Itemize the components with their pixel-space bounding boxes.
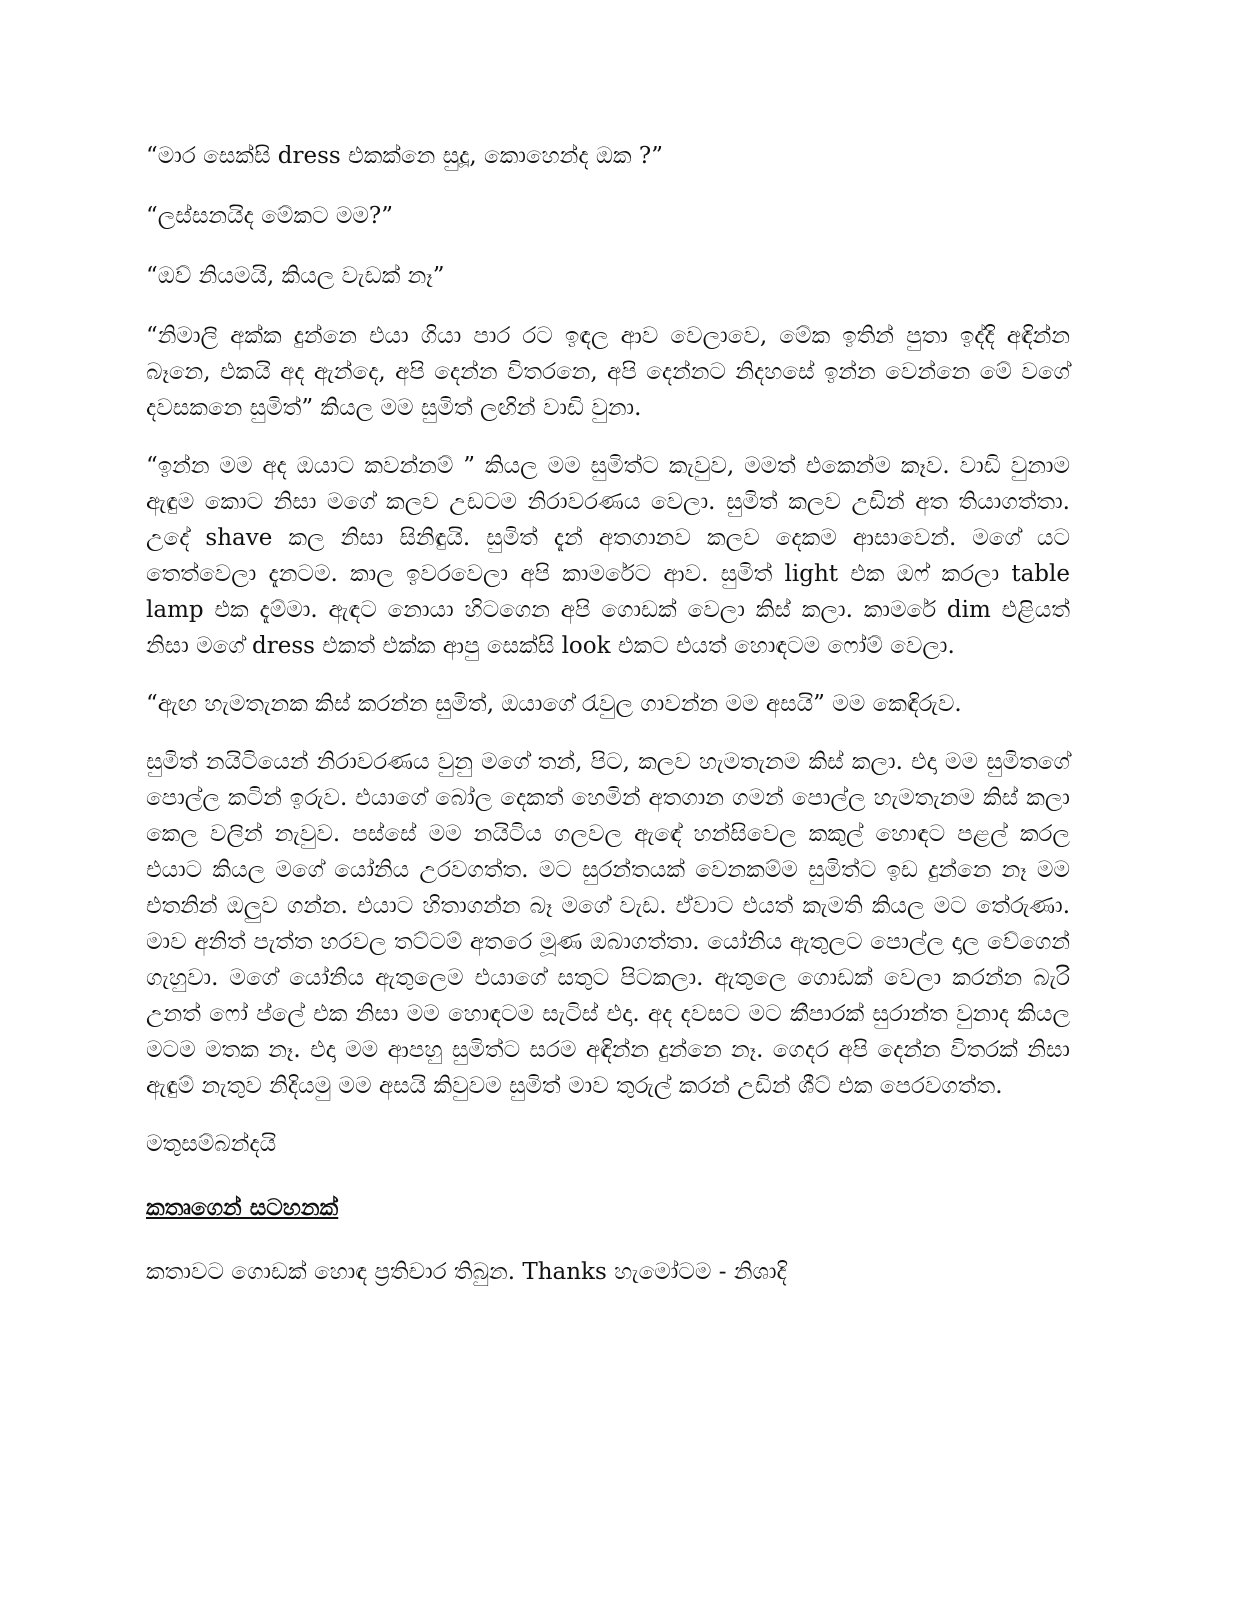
- dialogue-line-3: “ඔව් නියමයි, කියල වැඩක් නෑ”: [146, 263, 445, 289]
- paragraph-5: “ඉන්න මම අද ඔයාට කවන්නම් ” කියල මම සුමිත්ට කැවුව, මමත් එකෙන්ම කෑව. වාඩි වුනාම ඇඳුම කොට නිසා මගේ කලව උඩටම නිරාවරණය වෙලා. සුමිත් කලව උඩින් අත තියාගත්තා. උදේ shave කල නිසා සිනිඳුයි. සුමිත් දැන් අතගානව කලව දෙකම ආසාවෙන්. මගේ යට තෙත්වෙලා දැනටම. කාල ඉවරවෙලා අපි කාමරේට ආව. සුමිත් light එක ඔෆ් කරලා table lamp එක දැම්මා. ඇඳට නොයා හිටගෙන අපි ගොඩක් වෙලා කිස් කලා. කාමරේ dim එළියත් නිසා මගේ dress එකත් එක්ක ආපු සෙක්සි look එකට එයත් හොඳටම ෆෝම් වෙලා.: [146, 453, 1070, 659]
- author-note-text: කතාවට ගොඩක් හොඳ ප්‍රතිචාර තිබුන. Thanks හැමෝටම - නිශාදි: [146, 1259, 787, 1285]
- paragraph-4: “නිමාලි අක්ක දුන්නෙ එයා ගියා පාර රට ඉඳල ආව වෙලාවෙ, මේක ඉතින් පුතා ඉද්දි අඳින්න බෑනෙ, එකයි අද ඇන්දෙ, අපි දෙන්න විතරනෙ, අපි දෙන්නට නිදහසේ ඉන්න වෙන්නෙ මේ වගේ දවසකනෙ සුමිත්” කියල මම සුමිත් ලඟින් වාඩි වුනා.: [146, 323, 1070, 421]
- dialogue-line-1: “මාර සෙක්සි dress එකක්නෙ සුදූ, කොහෙන්ද ඔක ?”: [146, 143, 663, 169]
- paragraph-6: “ඇඟ හැමතැනක කිස් කරන්න සුමිත්, ඔයාගේ රැවුල ගාවන්න මම අසයි” මම කෙඳිරුව.: [146, 691, 962, 717]
- dialogue-line-2: “ලස්සනයිද මේකට මම?”: [146, 203, 394, 229]
- paragraph-7: සුමිත් නයිටියෙන් නිරාවරණය වුනු මගේ තන්, පිට, කලව හැමතැනම කිස් කලා. එදා මම සුමිතගේ පොල්ල කටින් ඉරුව. එයාගේ බෝල දෙකත් හෙමින් අතගාන ගමන් පොල්ල හැමතැනම කිස් කලා කෙල වලින් නැවුව. පස්සේ මම නයිටිය ගලවල ඇඳේ හන්සිවෙල කකුල් හොඳට පළල් කරල එයාට කියල මගේ යෝනිය උරවගත්ත. මට සුරන්තයක් වෙනකම්ම සුමිත්ට ඉඩ දුන්නෙ නෑ මම එතනින් ඔලුව ගන්න. එයාට හිතාගන්න බෑ මගේ වැඩ. ඒවාට එයත් කැමති කියල මට තේරුණා. මාව අනිත් පැත්ත හරවල තට්ටම් අතරෙ මූණ ඔබාගත්තා. යෝනිය ඇතුලට පොල්ල දාල වේගෙන් ගැහුවා. මගේ යෝනිය ඇතුලෙම එයාගේ සතුට පිටකලා. ඇතුලෙ ගොඩක් වෙලා කරන්න බැරි උනත් ෆෝ ප්ලේ එක නිසා මම හොඳටම සැටිස් එදා. අද දවසට මට කීපාරක් සුරාන්ත වුනාද කියල මටම මතක නෑ. එදා මම ආපහු සුමිත්ට සරම අඳින්න දුන්නෙ නෑ. ගෙදර අපි දෙන්න විතරක් නිසා ඇඳුම් නැතුව නිදියමු මම අසයි කිවුවම සුමිත් මාව තුරුල් කරන් උඩින් ශීට් එක පෙරවගත්ත.: [146, 749, 1070, 1099]
- author-note-heading: කතෘගෙන් සටහනක්: [146, 1194, 339, 1221]
- paragraph-8: මතුසම්බන්දයි: [146, 1131, 277, 1157]
